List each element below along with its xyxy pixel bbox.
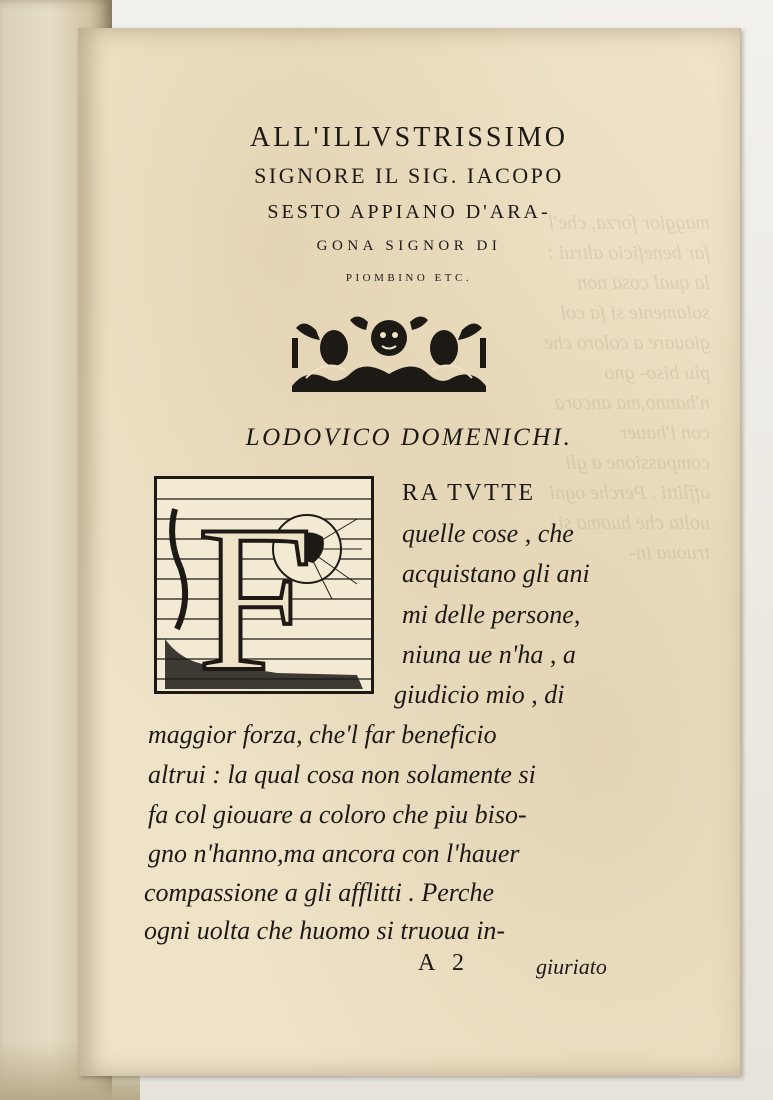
show-through-text: maggior forza, che'l far beneficio altrui : la qual cosa non solamente si fa col giouare a coloro che piu biso- gno n'hanno,ma ancora con l'hauer compassione a gli afflitti . Perche ogni uolta che huomo si truoua in- [544,212,710,564]
text-line-7: maggior forza, che'l far beneficio [148,720,497,749]
woodcut-ornament [286,308,492,394]
dedicator-name: LODOVICO DOMENICHI. [245,424,573,451]
heading-line-4: GONA SIGNOR DI [316,238,502,254]
text-line-2: quelle cose , che [402,519,574,548]
heading-line-5: PIOMBINO ETC. [345,272,473,284]
decorated-initial [154,476,374,715]
text-line-5: niuna ue n'ha , a [402,640,576,669]
text-line-9: fa col giouare a coloro che piu biso- [148,800,527,829]
book-page [78,28,741,1076]
text-line-1: RA TVTTE [402,480,536,506]
catchword: giuriato [536,954,607,979]
text-line-4: mi delle persone, [402,600,581,629]
text-line-12: ogni uolta che huomo si truoua in- [144,916,506,945]
initial-letter: F [197,483,314,715]
heading-line-3: SESTO APPIANO D'ARA- [267,201,551,223]
text-line-8: altrui : la qual cosa non solamente si [148,760,536,789]
text-line-6: giudicio mio , di [394,680,565,709]
heading-line-2: SIGNORE IL SIG. IACOPO [254,163,564,188]
text-line-10: gno n'hanno,ma ancora con l'hauer [148,839,520,868]
heading-line-1: ALL'ILLVSTRISSIMO [250,122,568,153]
text-line-3: acquistano gli ani [402,559,590,588]
text-line-11: compassione a gli afflitti . Perche [144,878,494,907]
signature-mark: A 2 [418,950,471,976]
